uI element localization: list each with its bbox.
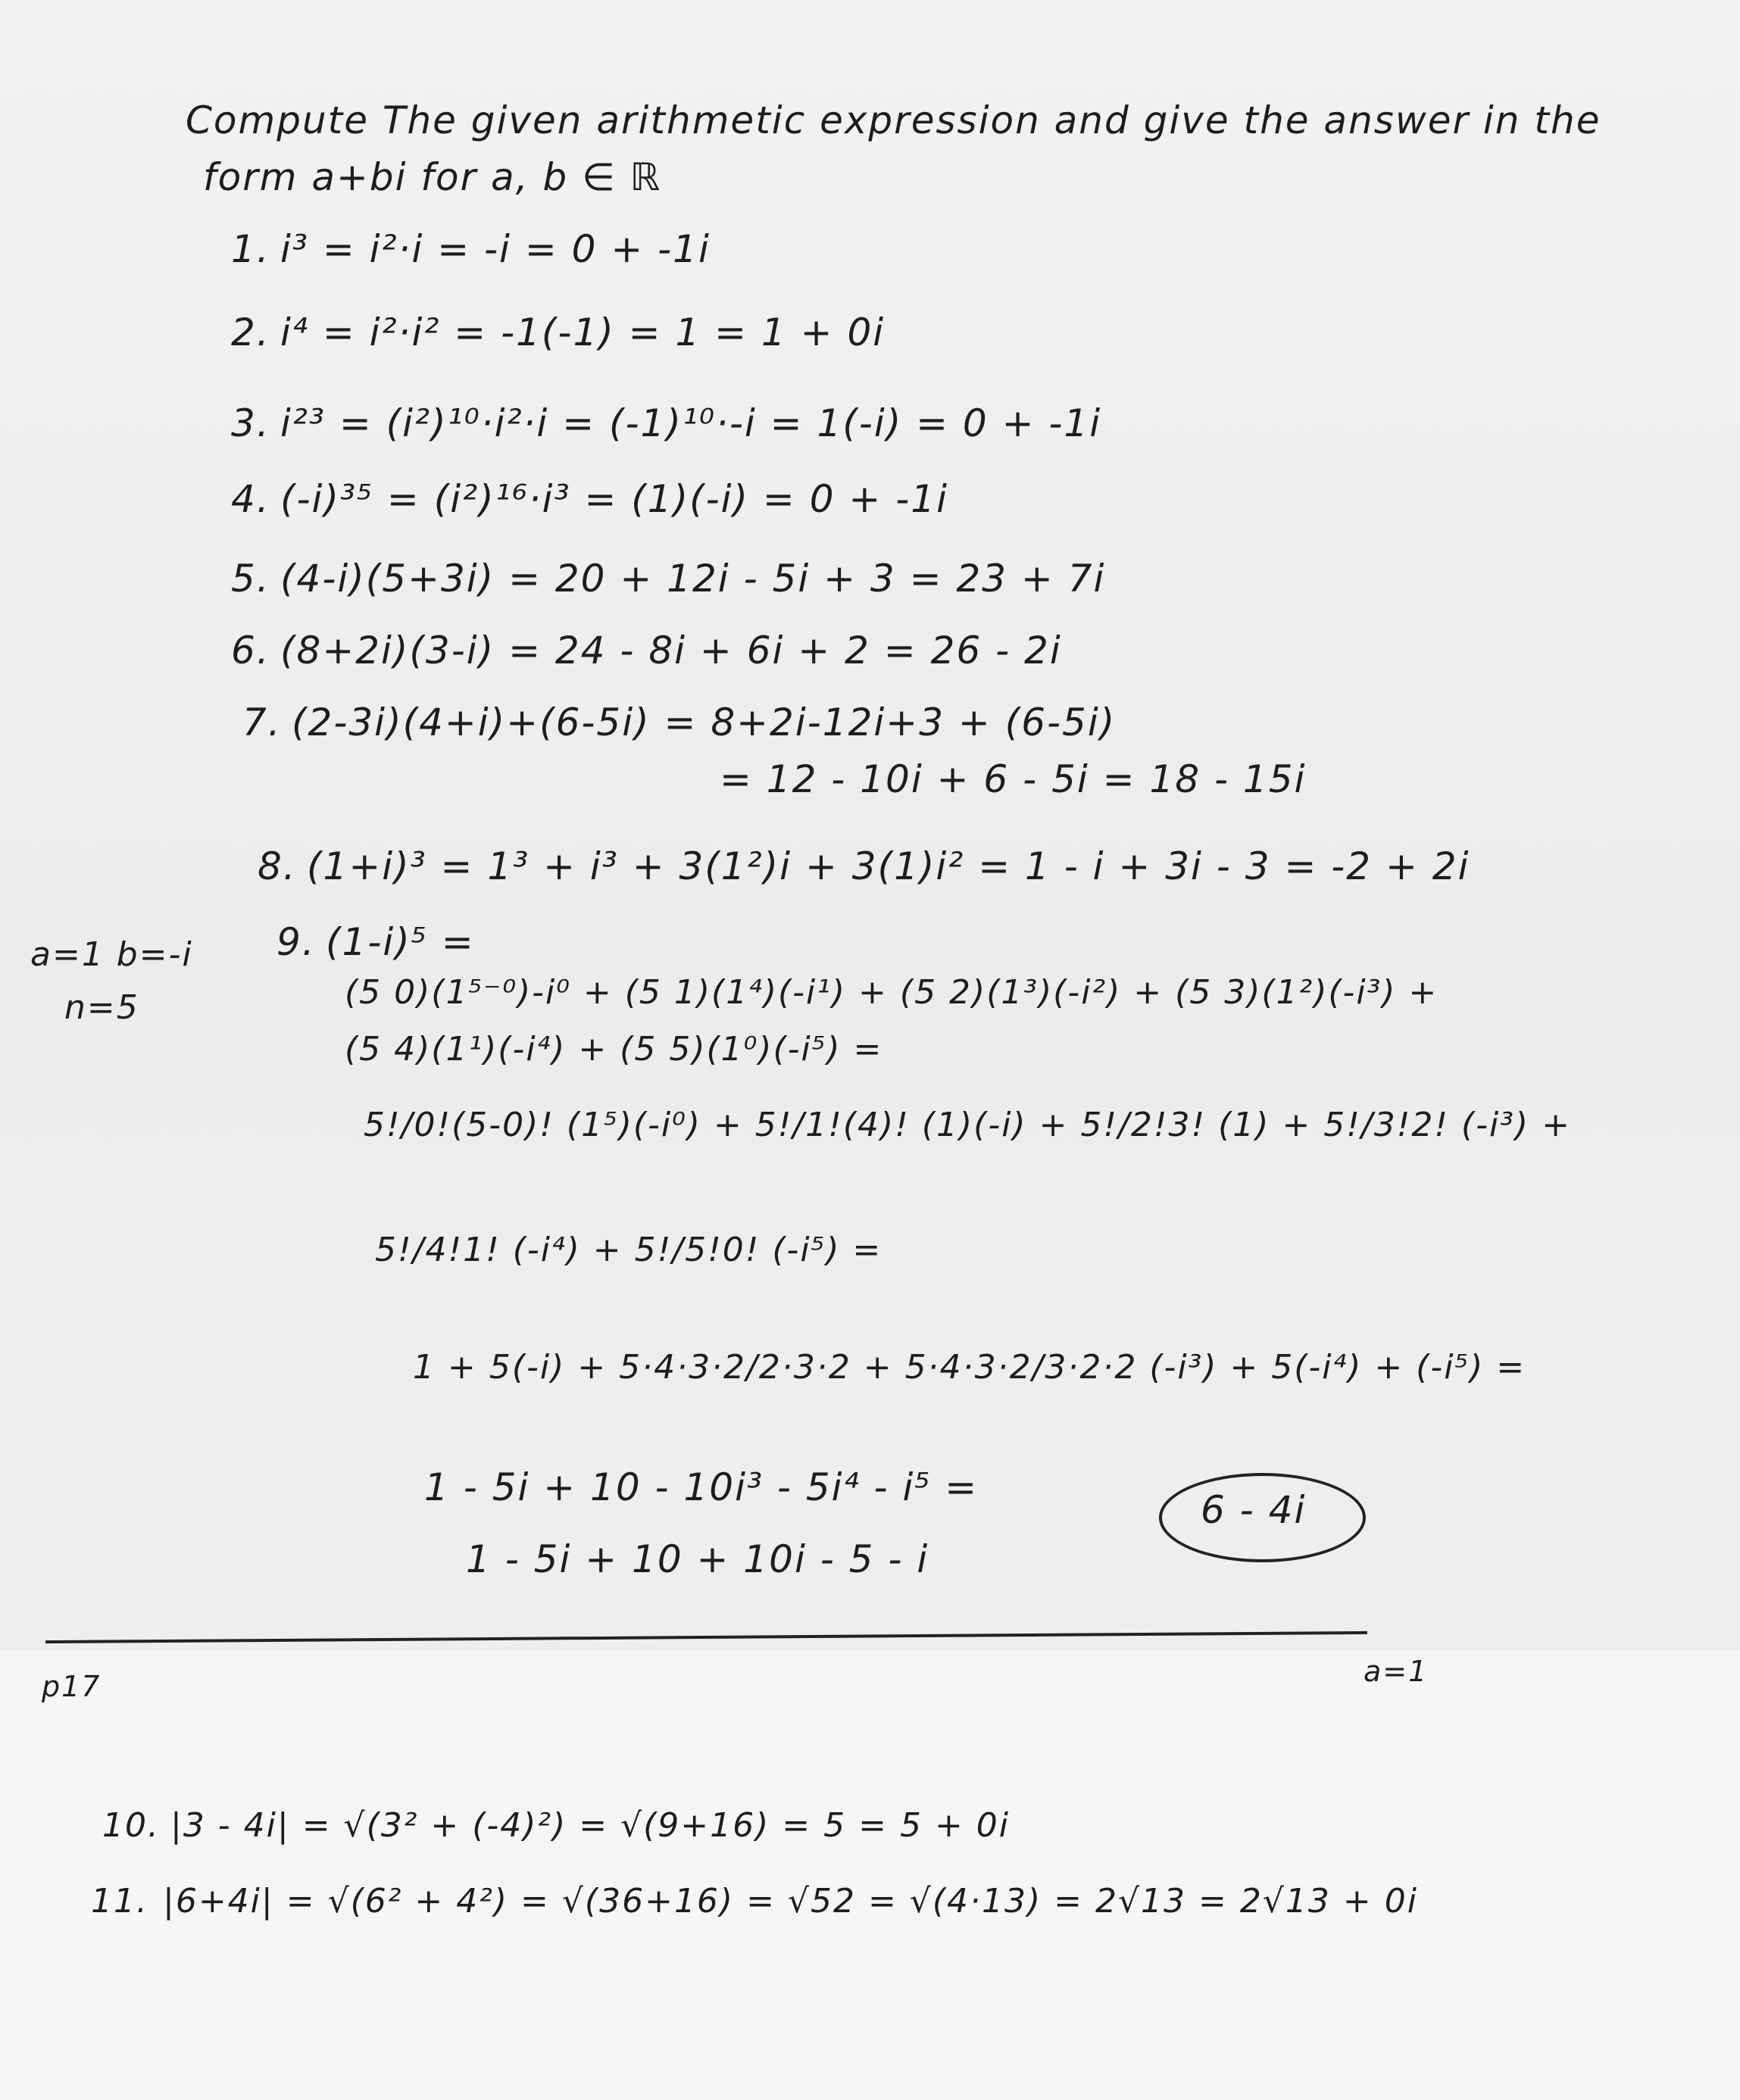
binomial-row-a: (5 0)(1⁵⁻⁰)-i⁰ + (5 1)(1⁴)(-i¹) + (5 2)(1³)(-i²) + (5 3)(1²)(-i³) + [345, 973, 1439, 1012]
binomial-row-g: 1 - 5i + 10 + 10i - 5 - i [466, 1537, 929, 1581]
problem-6-work: (8+2i)(3-i) = 24 - 8i + 6i + 2 = 26 - 2i [280, 629, 1062, 672]
problem-11-number: 11. [91, 1882, 148, 1921]
problem-10-work: |3 - 4i| = √(3² + (-4)²) = √(9+16) = 5 = 5 + 0i [170, 1806, 1011, 1845]
binomial-row-c: 5!/0!(5-0)! (1⁵)(-i⁰) + 5!/1!(4)! (1)(-i) + 5!/2!3! (1) + 5!/3!2! (-i³) + [364, 1106, 1571, 1144]
problem-3-work: i²³ = (i²)¹⁰·i²·i = (-1)¹⁰·-i = 1(-i) = 0 + -1i [280, 401, 1102, 445]
problem-7-work: (2-3i)(4+i)+(6-5i) = 8+2i-12i+3 + (6-5i) [292, 701, 1117, 744]
problem-7-continuation: = 12 - 10i + 6 - 5i = 18 - 15i [720, 757, 1307, 801]
side-note-n: n=5 [64, 988, 139, 1027]
page-mark: p17 [42, 1670, 102, 1703]
binomial-row-e: 1 + 5(-i) + 5·4·3·2/2·3·2 + 5·4·3·2/3·2·2 (-i³) + 5(-i⁴) + (-i⁵) = [413, 1348, 1526, 1387]
instruction-line-2: form a+bi for a, b ∈ ℝ [203, 155, 662, 199]
problem-7-number: 7. [242, 701, 282, 744]
problem-5-work: (4-i)(5+3i) = 20 + 12i - 5i + 3 = 23 + 7i [280, 557, 1106, 601]
corner-mark: a=1 [1364, 1655, 1429, 1688]
problem-2-work: i⁴ = i²·i² = -1(-1) = 1 = 1 + 0i [280, 310, 886, 354]
problem-6-number: 6. [231, 629, 270, 672]
problem-9-number: 9. [276, 920, 316, 964]
binomial-row-b: (5 4)(1¹)(-i⁴) + (5 5)(1⁰)(-i⁵) = [345, 1030, 883, 1069]
problem-9-work: (1-i)⁵ = [326, 920, 475, 964]
problem-4-number: 4. [231, 477, 270, 521]
final-answer: 6 - 4i [1201, 1488, 1307, 1532]
problem-3-number: 3. [231, 401, 270, 445]
lower-paper-sheet [0, 1651, 1740, 2100]
problem-1-work: i³ = i²·i = -i = 0 + -1i [280, 227, 711, 271]
problem-11-work: |6+4i| = √(6² + 4²) = √(36+16) = √52 = √(4·13) = 2√13 = 2√13 + 0i [163, 1882, 1418, 1921]
problem-2-number: 2. [231, 310, 270, 354]
side-note-ab: a=1 b=-i [30, 935, 193, 974]
problem-5-number: 5. [231, 557, 270, 601]
problem-1-number: 1. [231, 227, 270, 271]
binomial-row-d: 5!/4!1! (-i⁴) + 5!/5!0! (-i⁵) = [375, 1231, 882, 1269]
instruction-line-1: Compute The given arithmetic expression and give the answer in the [186, 98, 1601, 142]
problem-8-work: (1+i)³ = 1³ + i³ + 3(1²)i + 3(1)i² = 1 - i + 3i - 3 = -2 + 2i [307, 844, 1470, 888]
binomial-row-f: 1 - 5i + 10 - 10i³ - 5i⁴ - i⁵ = [424, 1465, 979, 1509]
problem-8-number: 8. [258, 844, 297, 888]
problem-4-work: (-i)³⁵ = (i²)¹⁶·i³ = (1)(-i) = 0 + -1i [280, 477, 948, 521]
problem-10-number: 10. [102, 1806, 160, 1845]
